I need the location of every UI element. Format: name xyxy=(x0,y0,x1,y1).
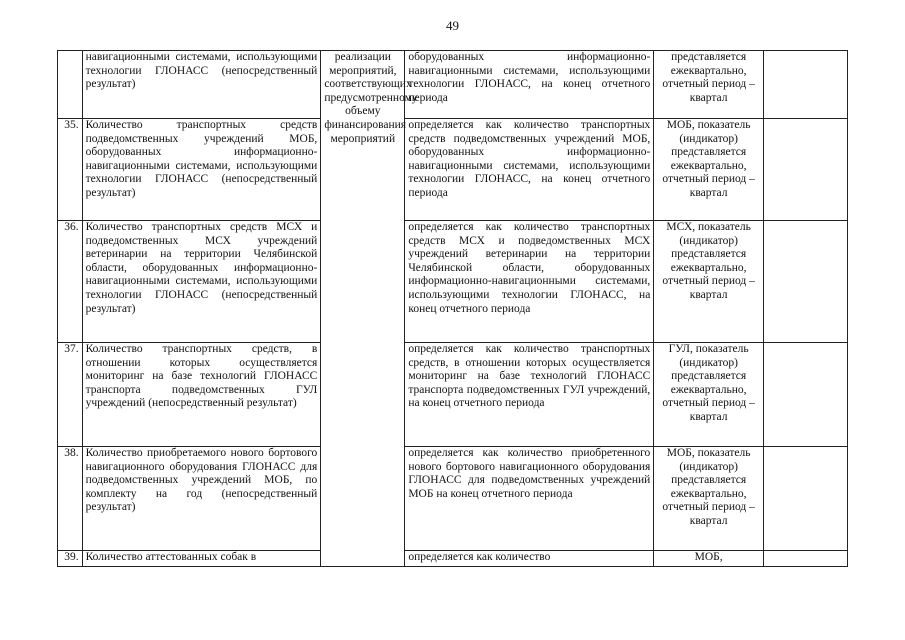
empty-cell xyxy=(763,551,847,567)
indicator-source: МСХ, показатель (индикатор) представляется ежеквартально, отчетный период – квартал xyxy=(654,221,764,343)
row-number: 38. xyxy=(58,447,83,551)
indicators-table xyxy=(57,50,848,567)
indicator-name: Количество аттестованных собак в xyxy=(82,551,321,567)
indicator-definition: определяется как количество транспортных средств МСХ и подведомственных МСХ учреждений ветеринарии на территории Челябинской области, оборудованных информационно-навигационными системами, использующими технологии ГЛОНАСС, на конец отчетного периода xyxy=(405,221,654,343)
indicator-definition: определяется как количество xyxy=(405,551,654,567)
indicator-source: МОБ, показатель (индикатор) представляется ежеквартально, отчетный период – квартал xyxy=(654,119,764,221)
empty-cell xyxy=(763,221,847,343)
table-row xyxy=(58,447,848,551)
indicator-name: Количество транспортных средств подведомственных учреждений МОБ, оборудованных информационно-навигационными системами, использующими технологии ГЛОНАСС (непосредственный результат) xyxy=(82,119,321,221)
empty-cell xyxy=(763,51,847,119)
indicator-definition: определяется как количество приобретенного нового бортового навигационного оборудования ГЛОНАСС для подведомственных учреждений МОБ на конец отчетного периода xyxy=(405,447,654,551)
table-row xyxy=(58,51,848,119)
table-row xyxy=(58,551,848,567)
indicator-source: МОБ, xyxy=(654,551,764,567)
row-number: 35. xyxy=(58,119,83,221)
page-number: 49 xyxy=(446,18,459,33)
indicator-source: МОБ, показатель (индикатор) представляется ежеквартально, отчетный период – квартал xyxy=(654,447,764,551)
row-number: 36. xyxy=(58,221,83,343)
empty-cell xyxy=(763,119,847,221)
empty-cell xyxy=(763,343,847,447)
indicator-source: представляется ежеквартально, отчетный период – квартал xyxy=(654,51,764,119)
table-row xyxy=(58,119,848,221)
indicator-definition: определяется как количество транспортных средств подведомственных учреждений МОБ, оборудованных информационно-навигационными системами, использующими технологии ГЛОНАСС, на конец отчетного периода xyxy=(405,119,654,221)
table-row xyxy=(58,221,848,343)
table-row xyxy=(58,343,848,447)
indicator-name: Количество приобретаемого нового бортового навигационного оборудования ГЛОНАСС для подведомственных учреждений МОБ, по комплекту на год (непосредственный результат) xyxy=(82,447,321,551)
implementation-note: реализации мероприятий, соответствующих предусмотренному объему финансирования мероприятий xyxy=(321,51,405,567)
row-number xyxy=(58,51,83,119)
empty-cell xyxy=(763,447,847,551)
indicator-name: Количество транспортных средств, в отношении которых осуществляется мониторинг на базе технологий ГЛОНАСС транспорта подведомственных ГУЛ учреждений (непосредственный результат) xyxy=(82,343,321,447)
row-number: 39. xyxy=(58,551,83,567)
indicator-definition: оборудованных информационно-навигационными системами, использующими технологии ГЛОНАСС, на конец отчетного периода xyxy=(405,51,654,119)
indicator-definition: определяется как количество транспортных средств, в отношении которых осуществляется мониторинг на базе технологий ГЛОНАСС транспорта подведомственных ГУЛ учреждений, на конец отчетного периода xyxy=(405,343,654,447)
indicator-name: навигационными системами, использующими технологии ГЛОНАСС (непосредственный результат) xyxy=(82,51,321,119)
row-number: 37. xyxy=(58,343,83,447)
indicator-name: Количество транспортных средств МСХ и подведомственных МСХ учреждений ветеринарии на территории Челябинской области, оборудованных информационно-навигационными системами, использующими технологии ГЛОНАСС (непосредственный результат) xyxy=(82,221,321,343)
indicator-source: ГУЛ, показатель (индикатор) представляется ежеквартально, отчетный период – квартал xyxy=(654,343,764,447)
